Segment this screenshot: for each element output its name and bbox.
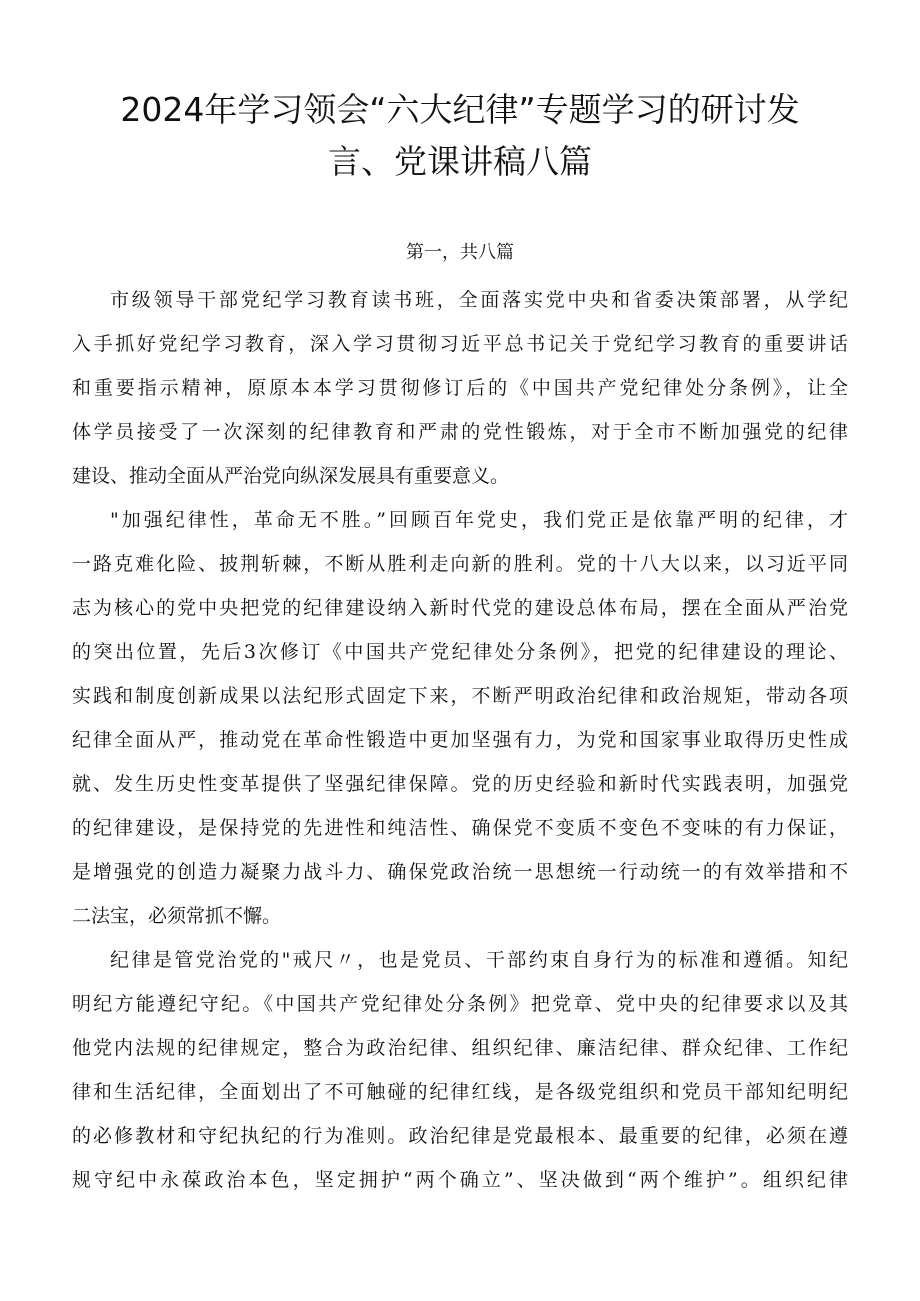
paragraph xyxy=(72,278,848,498)
text-line: 入手抓好党纪学习教育，深入学习贯彻习近平总书记关于党纪学习教育的重要讲话 xyxy=(72,333,848,355)
text-line: 明纪方能遵纪守纪。《中国共产党纪律处分条例》把党章、党中央的纪律要求以及其 xyxy=(72,993,848,1015)
text-line: "加强纪律性，革命无不胜。”回顾百年党史，我们党正是依靠严明的纪律，才 xyxy=(110,509,848,531)
text-line: 建设、推动全面从严治党向纵深发展具有重要意义。 xyxy=(72,465,510,487)
document-title xyxy=(60,84,860,188)
text-line: 的必修教材和守纪执纪的行为准则。政治纪律是党最根本、最重要的纪律，必须在遵 xyxy=(72,1125,848,1147)
document-body xyxy=(72,278,848,1202)
text-line: 志为核心的党中央把党的纪律建设纳入新时代党的建设总体布局，摆在全面从严治党 xyxy=(72,597,848,619)
text-line: 他党内法规的纪律规定，整合为政治纪律、组织纪律、廉洁纪律、群众纪律、工作纪 xyxy=(72,1037,848,1059)
text-line: 和重要指示精神，原原本本学习贯彻修订后的《中国共产党纪律处分条例》，让全 xyxy=(72,377,848,399)
text-line: 二法宝，必须常抓不懈。 xyxy=(72,905,282,927)
text-line: 体学员接受了一次深刻的纪律教育和严肃的党性锻炼，对于全市不断加强党的纪律 xyxy=(72,421,848,443)
section-heading: 第一，共八篇 xyxy=(406,242,514,263)
paragraph xyxy=(72,938,848,1202)
text-line: 实践和制度创新成果以法纪形式固定下来，不断严明政治纪律和政治规矩，带动各项 xyxy=(72,685,848,707)
text-line: 一路克难化险、披荆斩棘，不断从胜利走向新的胜利。党的十八大以来，以习近平同 xyxy=(72,553,848,575)
text-line: 律和生活纪律，全面划出了不可触碰的纪律红线，是各级党组织和党员干部知纪明纪 xyxy=(72,1081,848,1103)
text-line: 纪律全面从严，推动党在革命性锻造中更加坚强有力，为党和国家事业取得历史性成 xyxy=(72,729,848,751)
text-line: 就、发生历史性变革提供了坚强纪律保障。党的历史经验和新时代实践表明，加强党 xyxy=(72,773,848,795)
paragraph xyxy=(72,498,848,938)
text-line: 的纪律建设，是保持党的先进性和纯洁性、确保党不变质不变色不变味的有力保证， xyxy=(72,817,848,839)
text-line: 纪律是管党治党的"戒尺〃，也是党员、干部约束自身行为的标准和遵循。知纪 xyxy=(110,949,848,971)
title-line: 言、党课讲稿八篇 xyxy=(328,142,592,181)
text-line: 市级领导干部党纪学习教育读书班，全面落实党中央和省委决策部署，从学纪 xyxy=(110,289,848,311)
text-line: 规守纪中永葆政治本色，坚定拥护“两个确立”、坚决做到“两个维护”。组织纪律 xyxy=(72,1169,848,1191)
title-line: 2024年学习领会“六大纪律”专题学习的研讨发 xyxy=(120,90,800,129)
text-line: 是增强党的创造力凝聚力战斗力、确保党政治统一思想统一行动统一的有效举措和不 xyxy=(72,861,848,883)
text-line: 的突出位置，先后3次修订《中国共产党纪律处分条例》，把党的纪律建设的理论、 xyxy=(72,641,848,663)
